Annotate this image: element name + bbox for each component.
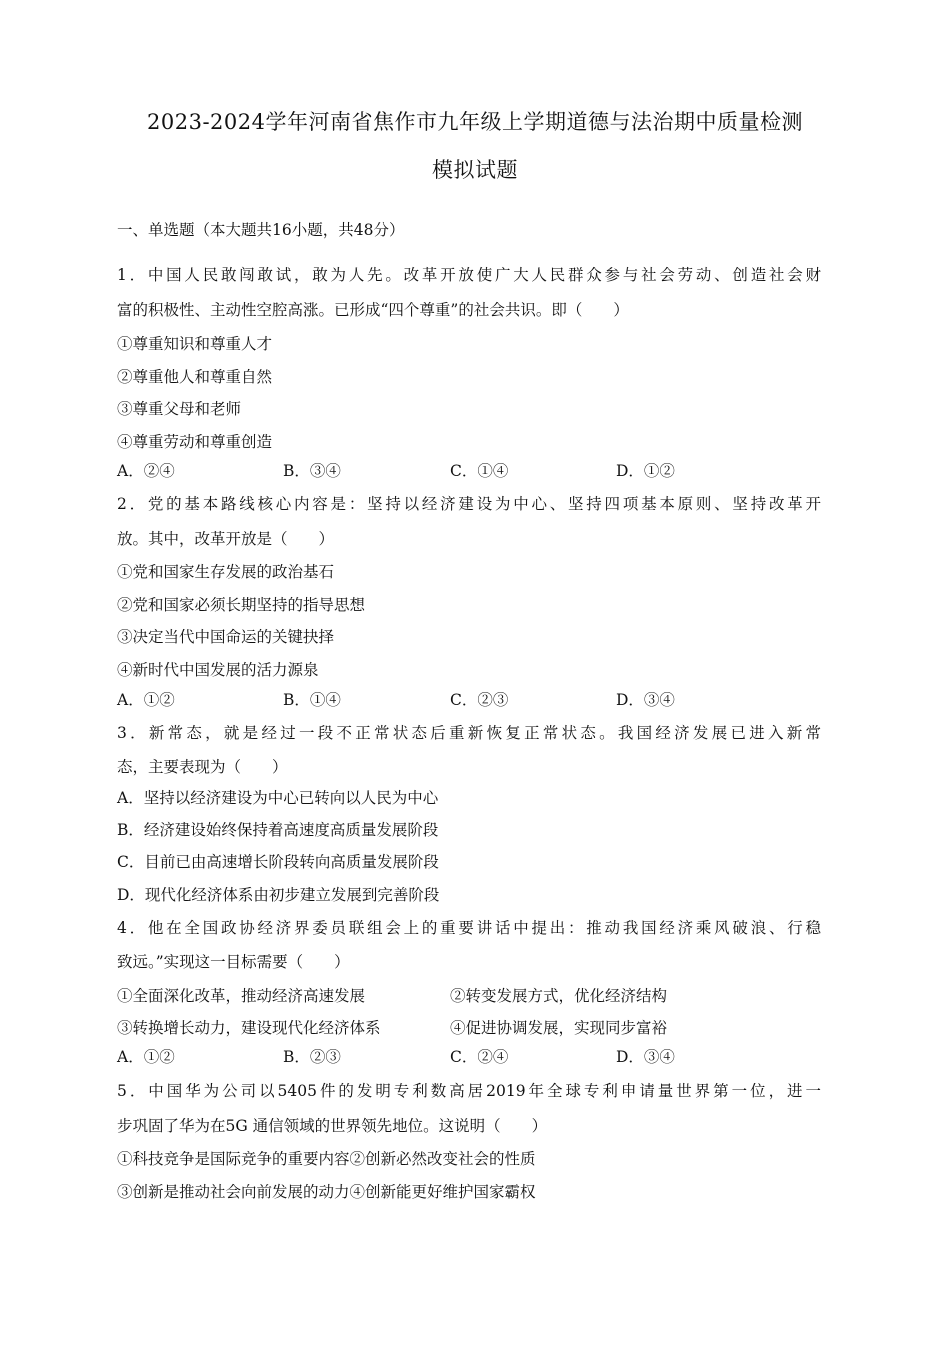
q2-option-d: D．③④ — [616, 691, 675, 709]
q2-item-1: ①党和国家生存发展的政治基石 — [117, 563, 335, 581]
doc-title-line1: 2023-2024学年河南省焦作市九年级上学期道德与法治期中质量检测 — [147, 110, 803, 134]
q4-options — [117, 1045, 821, 1065]
doc-title-line2: 模拟试题 — [432, 158, 518, 182]
q2-options — [117, 688, 821, 708]
q4-item-2: ②转变发展方式，优化经济结构 — [450, 987, 668, 1005]
q1-option-a: A．②④ — [117, 462, 175, 480]
q1-option-d: D．①② — [616, 462, 675, 480]
q3-option-a: A．坚持以经济建设为中心已转向以人民为中心 — [117, 789, 439, 807]
q4-stem-line2: 致远。”实现这一目标需要（ ） — [117, 953, 350, 971]
q2-option-c: C．②③ — [450, 691, 509, 709]
q1-item-2: ②尊重他人和尊重自然 — [117, 368, 273, 386]
q1-item-4: ④尊重劳动和尊重创造 — [117, 433, 273, 451]
q3-option-d: D．现代化经济体系由初步建立发展到完善阶段 — [117, 886, 440, 904]
q2-stem-line1: 2．党的基本路线核心内容是：坚持以经济建设为中心、坚持四项基本原则、坚持改革开 — [117, 495, 821, 513]
q2-option-a: A．①② — [117, 691, 175, 709]
q4-items-row1 — [117, 984, 821, 1004]
q2-item-4: ④新时代中国发展的活力源泉 — [117, 661, 319, 679]
q5-item-row1: ①科技竞争是国际竞争的重要内容②创新必然改变社会的性质 — [117, 1150, 536, 1168]
q4-option-b: B．②③ — [283, 1048, 341, 1066]
q4-item-3: ③转换增长动力，建设现代化经济体系 — [117, 1019, 381, 1037]
q3-option-c: C．目前已由高速增长阶段转向高质量发展阶段 — [117, 853, 439, 871]
q1-option-c: C．①④ — [450, 462, 509, 480]
q1-option-b: B．③④ — [283, 462, 341, 480]
q3-stem-line2: 态，主要表现为（ ） — [117, 758, 288, 776]
q1-stem-line1: 1．中国人民敢闯敢试，敢为人先。改革开放使广大人民群众参与社会劳动、创造社会财 — [117, 266, 821, 284]
q5-item-row2: ③创新是推动社会向前发展的动力④创新能更好维护国家霸权 — [117, 1183, 536, 1201]
q3-option-b: B．经济建设始终保持着高速度高质量发展阶段 — [117, 821, 439, 839]
q5-stem-line1: 5．中国华为公司以5405件的发明专利数高居2019年全球专利申请量世界第一位，进一 — [117, 1082, 821, 1100]
q2-option-b: B．①④ — [283, 691, 341, 709]
q1-options — [117, 459, 821, 479]
q2-item-2: ②党和国家必须长期坚持的指导思想 — [117, 596, 366, 614]
q5-stem-line2: 步巩固了华为在5G 通信领域的世界领先地位。这说明（ ） — [117, 1117, 548, 1135]
q4-option-d: D．③④ — [616, 1048, 675, 1066]
q4-items-row2 — [117, 1016, 821, 1036]
q2-stem-line2: 放。其中，改革开放是（ ） — [117, 530, 335, 548]
q4-item-1: ①全面深化改革，推动经济高速发展 — [117, 987, 366, 1005]
q4-option-a: A．①② — [117, 1048, 175, 1066]
q4-stem-line1: 4．他在全国政协经济界委员联组会上的重要讲话中提出：推动我国经济乘风破浪、行稳 — [117, 919, 821, 937]
q3-stem-line1: 3．新常态，就是经过一段不正常状态后重新恢复正常状态。我国经济发展已进入新常 — [117, 724, 821, 742]
q1-item-3: ③尊重父母和老师 — [117, 400, 242, 418]
q2-item-3: ③决定当代中国命运的关键抉择 — [117, 628, 335, 646]
section-heading: 一、单选题（本大题共16小题，共48分） — [117, 221, 405, 239]
q4-item-4: ④促进协调发展，实现同步富裕 — [450, 1019, 668, 1037]
q1-item-1: ①尊重知识和尊重人才 — [117, 335, 273, 353]
q4-option-c: C．②④ — [450, 1048, 509, 1066]
q1-stem-line2: 富的积极性、主动性空腔高涨。已形成“四个尊重”的社会共识。即（ ） — [117, 301, 629, 319]
